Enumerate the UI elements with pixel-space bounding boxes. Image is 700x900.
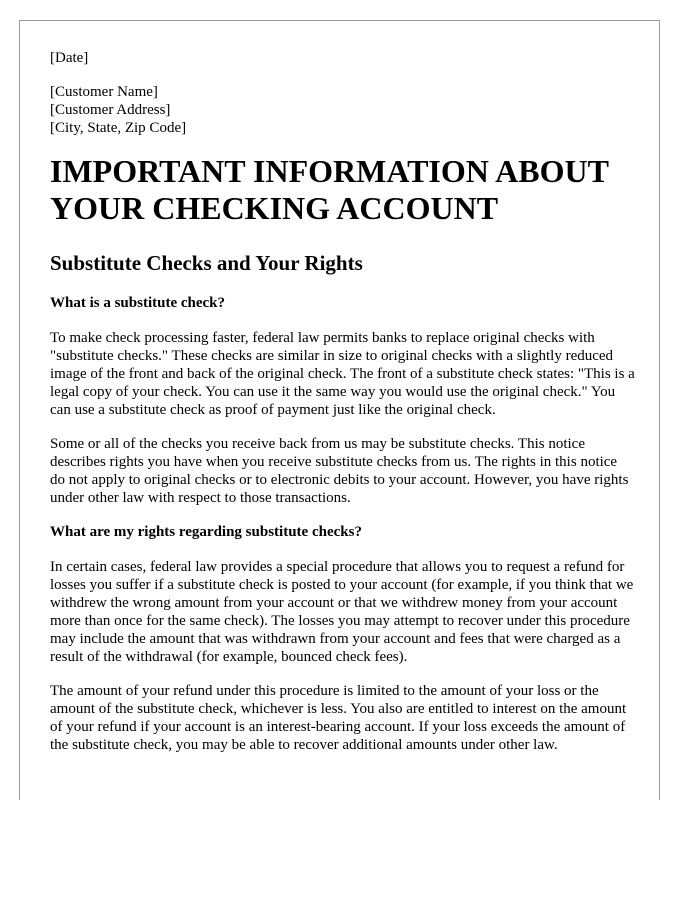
question-heading-2: What are my rights regarding substitute checks? bbox=[50, 524, 362, 540]
customer-address: [Customer Address] bbox=[50, 102, 171, 118]
question-heading-1: What is a substitute check? bbox=[50, 295, 226, 311]
address-block bbox=[50, 83, 635, 137]
paragraph-2: Some or all of the checks you receive back from us may be substitute checks. This notice describes rights you have when you receive substitute checks from us. The rights in this notice do not apply to original checks or to electronic debits to your account. However, you have rights under other law with respect to those transactions. bbox=[50, 436, 629, 506]
letter-title bbox=[50, 153, 635, 227]
section-heading: Substitute Checks and Your Rights bbox=[50, 251, 363, 275]
letter-content bbox=[50, 49, 635, 770]
paragraph-3: In certain cases, federal law provides a special procedure that allows you to request a refund for losses you suffer if a substitute check is posted to your account (for example, if you think that we withdrew the wrong amount from your account or that we withdrew money from your account more than once for the same check). The losses you may attempt to recover under this procedure may include the amount that was withdrawn from your account and fees that were charged as a result of the withdrawal (for example, bounced check fees). bbox=[50, 559, 634, 665]
city-state-zip: [City, State, Zip Code] bbox=[50, 120, 187, 136]
date-block bbox=[50, 49, 635, 67]
letter-title-line2: YOUR CHECKING ACCOUNT bbox=[50, 190, 499, 226]
date-line: [Date] bbox=[50, 50, 89, 66]
letter-page bbox=[19, 20, 660, 800]
customer-name: [Customer Name] bbox=[50, 84, 158, 100]
paragraph-4: The amount of your refund under this procedure is limited to the amount of your loss or the amount of the substitute check, whichever is less. You also are entitled to interest on the amount of your refund if your account is an interest-bearing account. If your loss exceeds the amount of the substitute check, you may be able to recover additional amounts under other law. bbox=[50, 683, 627, 753]
paragraph-1: To make check processing faster, federal law permits banks to replace original checks with "substitute checks." These checks are similar in size to original checks with a slightly reduced image of the front and back of the original check. The front of a substitute check states: "This is a legal copy of your check. You can use it the same way you would use the original check." You can use a substitute check as proof of payment just like the original check. bbox=[50, 330, 635, 418]
letter-title-line1: IMPORTANT INFORMATION ABOUT bbox=[50, 153, 609, 189]
